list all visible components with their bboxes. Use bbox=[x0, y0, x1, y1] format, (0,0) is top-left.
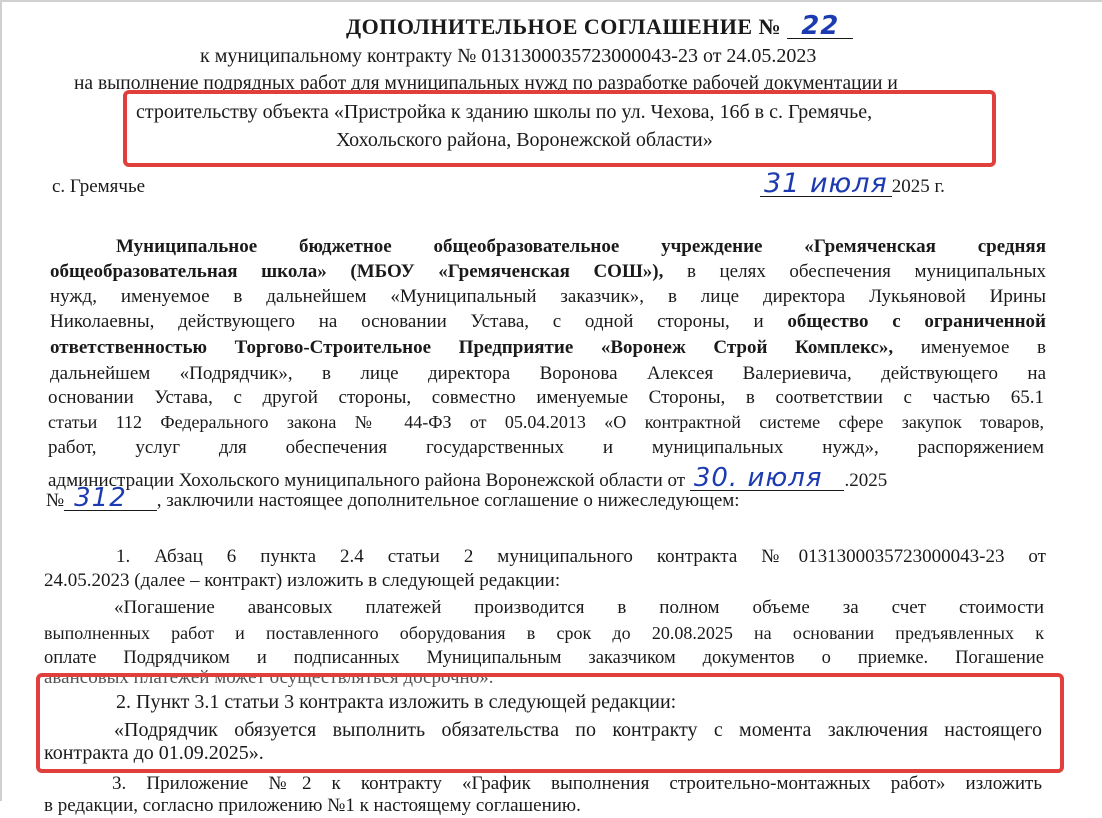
clause-1-line-2: 24.05.2023 (далее – контракт) изложить в следующей редакции: bbox=[44, 570, 561, 591]
clause-1-line-4: выполненных работ и поставленного оборудования в срок до 20.08.2025 на основании предъявленных к bbox=[44, 623, 1044, 643]
page-left-edge bbox=[0, 0, 2, 801]
clause-2-line-2: «Подрядчик обязуется выполнить обязательства по контракту с момента заключения настоящего bbox=[114, 719, 1042, 741]
clause-3-line-2: в редакции, согласно приложению №1 к настоящему соглашению. bbox=[44, 795, 581, 816]
subtitle-contract-ref: к муниципальному контракту № 0131300035723000043-23 от 24.05.2023 bbox=[200, 45, 817, 67]
purpose-line-2: строительству объекта «Пристройка к зданию школы по ул. Чехова, 16б в с. Гремячье, bbox=[136, 101, 873, 123]
date-handwritten: 31 июля bbox=[760, 172, 892, 197]
preamble-line-3: нужд, именуемое в дальнейшем «Муниципальный заказчик», в лице директора Лукьяновой Ирины bbox=[50, 286, 1046, 307]
preamble-line-5: ответственностью Торгово-Строительное Предприятие «Воронеж Строй Комплекс», именуемое в bbox=[50, 337, 1047, 358]
agreement-number-handwritten: 22 bbox=[787, 14, 853, 39]
clause-2-line-3: контракта до 01.09.2025». bbox=[44, 742, 264, 764]
purpose-line-3: Хохольского района, Воронежской области» bbox=[336, 129, 713, 151]
purpose-line-1: на выполнение подрядных работ для муниципальных нужд по разработке рабочей документации и bbox=[74, 73, 898, 94]
preamble-line-1: Муниципальное бюджетное общеобразовательное учреждение «Гремяченская средняя bbox=[116, 236, 1046, 257]
clause-1-line-6: авансовых платежей может осуществляться досрочно». bbox=[44, 667, 494, 688]
preamble-line-7: основании Устава, с другой стороны, совместно именуемые Стороны, в соответствии с частью 65.1 bbox=[48, 387, 1044, 408]
clause-1-line-1: 1. Абзац 6 пункта 2.4 статьи 2 муниципального контракта №0131300035723000043-23 от bbox=[116, 546, 1046, 567]
order-date-handwritten: 30. июля bbox=[690, 466, 845, 491]
preamble-line-9: работ, услуг для обеспечения государственных и муниципальных нужд», распоряжением bbox=[48, 437, 1044, 458]
preamble-line-4: Николаевны, действующего на основании Устава, с одной стороны, и общество с ограниченной bbox=[50, 311, 1046, 332]
agreement-date: 31 июля 2025 г. bbox=[760, 172, 945, 199]
document-title: ДОПОЛНИТЕЛЬНОЕ СОГЛАШЕНИЕ № 22 bbox=[346, 14, 853, 39]
preamble-line-8: статьи 112 Федерального закона № 44-ФЗ от 05.04.2013 «О контрактной системе сфере закупок товаров, bbox=[48, 412, 1044, 432]
page-top-edge bbox=[0, 0, 1102, 2]
preamble-line-10: администрации Хохольского муниципального района Воронежской области от 30. июля .2025 bbox=[48, 463, 888, 493]
clause-3-line-1: 3. Приложение №2 к контракту «График выполнения строительно-монтажных работ» изложить bbox=[112, 773, 1042, 794]
preamble-line-11: № 312 , заключили настоящее дополнительное соглашение о нижеследующем: bbox=[46, 483, 740, 513]
clause-1-line-5: оплате Подрядчиком и подписанных Муниципальным заказчиком документов о приемке. Погашение bbox=[44, 648, 1044, 668]
order-number-handwritten: 312 bbox=[64, 486, 157, 511]
place-name: с. Гремячье bbox=[52, 176, 146, 197]
preamble-line-2: общеобразовательная школа» (МБОУ «Гремяченская СОШ»), в целях обеспечения муниципальных bbox=[50, 261, 1046, 282]
clause-2-line-1: 2. Пункт 3.1 статьи 3 контракта изложить в следующей редакции: bbox=[116, 691, 677, 713]
preamble-line-6: дальнейшем «Подрядчик», в лице директора Воронова Алексея Валериевича, действующего на bbox=[50, 363, 1046, 384]
clause-1-line-3: «Погашение авансовых платежей производится в полном объеме за счет стоимости bbox=[114, 597, 1044, 618]
